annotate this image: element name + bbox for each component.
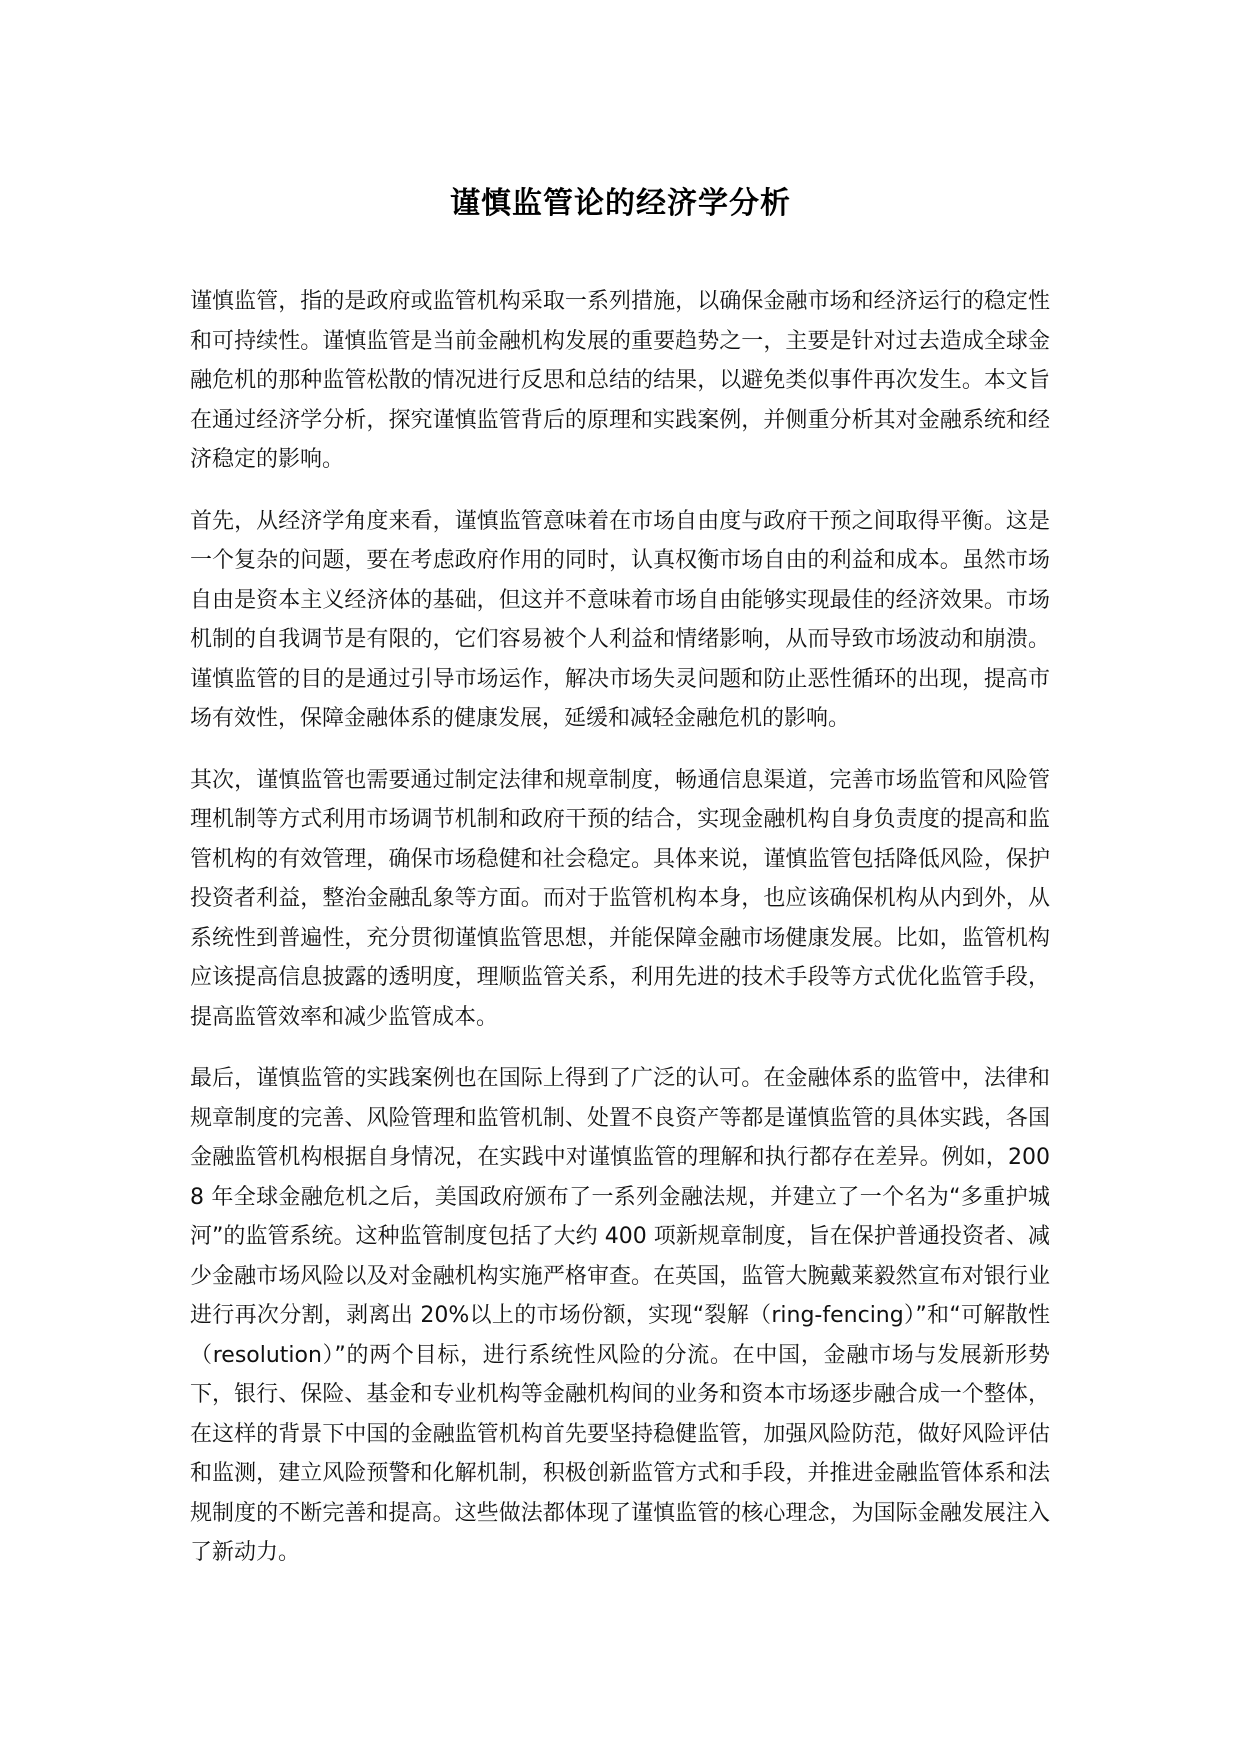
document-body (190, 282, 1050, 1595)
paragraph-last: 最后，谨慎监管的实践案例也在国际上得到了广泛的认可。在金融体系的监管中，法律和规章制度的完善、风险管理和监管机制、处置不良资产等都是谨慎监管的具体实践，各国金融监管机构根据自身情况，在实践中对谨慎监管的理解和执行都存在差异。例如，2008 年全球金融危机之后，美国政府颁布了一系列金融法规，并建立了一个名为“多重护城河”的监管系统。这种监管制度包括了大约 400 项新规章制度，旨在保护普通投资者、减少金融市场风险以及对金融机构实施严格审查。在英国，监管大腕戴莱毅然宣布对银行业进行再次分割，剥离出 20%以上的市场份额，实现“裂解（ring-fencing）”和“可解散性（resolution）”的两个目标，进行系统性风险的分流。在中国，金融市场与发展新形势下，银行、保险、基金和专业机构等金融机构间的业务和资本市场逐步融合成一个整体，在这样的背景下中国的金融监管机构首先要坚持稳健监管，加强风险防范，做好风险评估和监测，建立风险预警和化解机制，积极创新监管方式和手段，并推进金融监管体系和法规制度的不断完善和提高。这些做法都体现了谨慎监管的核心理念，为国际金融发展注入了新动力。 (190, 1066, 1050, 1565)
paragraph-intro: 谨慎监管，指的是政府或监管机构采取一系列措施，以确保金融市场和经济运行的稳定性和可持续性。谨慎监管是当前金融机构发展的重要趋势之一，主要是针对过去造成全球金融危机的那种监管松散的情况进行反思和总结的结果，以避免类似事件再次发生。本文旨在通过经济学分析，探究谨慎监管背后的原理和实践案例，并侧重分析其对金融系统和经济稳定的影响。 (190, 289, 1050, 472)
document-title: 谨慎监管论的经济学分析 (450, 186, 791, 221)
paragraph-second: 其次，谨慎监管也需要通过制定法律和规章制度，畅通信息渠道，完善市场监管和风险管理机制等方式利用市场调节机制和政府干预的结合，实现金融机构自身负责度的提高和监管机构的有效管理，确保市场稳健和社会稳定。具体来说，谨慎监管包括降低风险，保护投资者利益，整治金融乱象等方面。而对于监管机构本身，也应该确保机构从内到外，从系统性到普遍性，充分贯彻谨慎监管思想，并能保障金融市场健康发展。比如，监管机构应该提高信息披露的透明度，理顺监管关系，利用先进的技术手段等方式优化监管手段，提高监管效率和减少监管成本。 (190, 767, 1050, 1030)
paragraph-first: 首先，从经济学角度来看，谨慎监管意味着在市场自由度与政府干预之间取得平衡。这是一个复杂的问题，要在考虑政府作用的同时，认真权衡市场自由的利益和成本。虽然市场自由是资本主义经济体的基础，但这并不意味着市场自由能够实现最佳的经济效果。市场机制的自我调节是有限的，它们容易被个人利益和情绪影响，从而导致市场波动和崩溃。谨慎监管的目的是通过引导市场运作，解决市场失灵问题和防止恶性循环的出现，提高市场有效性，保障金融体系的健康发展，延缓和减轻金融危机的影响。 (190, 508, 1050, 731)
